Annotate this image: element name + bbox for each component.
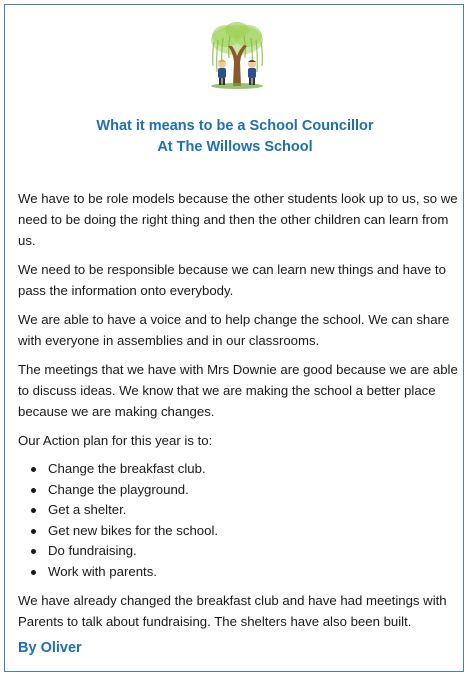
author-byline: By Oliver — [18, 640, 82, 656]
bullet-icon — [31, 570, 36, 575]
paragraph-meetings: The meetings that we have with Mrs Downie are good because we are able to discuss ideas. We know that we are making the school a better place because we are making changes. — [18, 362, 458, 419]
bullet-icon — [31, 529, 36, 534]
title-line-2: At The Willows School — [157, 139, 313, 155]
bullet-icon — [31, 467, 36, 472]
action-plan-list — [18, 459, 458, 582]
paragraph-closing: We have already changed the breakfast club and have had meetings with Parents to talk about fundraising. The shelters have also been built. — [18, 593, 447, 629]
list-item: Change the breakfast club. — [18, 459, 458, 480]
page-title — [0, 116, 470, 158]
list-item: Get a shelter. — [18, 500, 458, 521]
paragraph-action-plan-intro: Our Action plan for this year is to: — [18, 433, 213, 448]
article-body — [18, 188, 458, 640]
bullet-icon — [31, 508, 36, 513]
bullet-icon — [31, 549, 36, 554]
list-item: Change the playground. — [18, 480, 458, 501]
list-item: Work with parents. — [18, 562, 458, 583]
bullet-icon — [31, 488, 36, 493]
title-line-1: What it means to be a School Councillor — [96, 118, 374, 134]
paragraph-responsible: We need to be responsible because we can learn new things and have to pass the information onto everybody. — [18, 262, 446, 298]
willow-tree-logo-icon — [206, 22, 268, 90]
paragraph-role-models: We have to be role models because the other students look up to us, so we need to be doing the right thing and then the other children can learn from us. — [18, 191, 458, 248]
paragraph-voice: We are able to have a voice and to help change the school. We can share with everyone in assemblies and in our classrooms. — [18, 312, 450, 348]
list-item: Do fundraising. — [18, 541, 458, 562]
list-item: Get new bikes for the school. — [18, 521, 458, 542]
